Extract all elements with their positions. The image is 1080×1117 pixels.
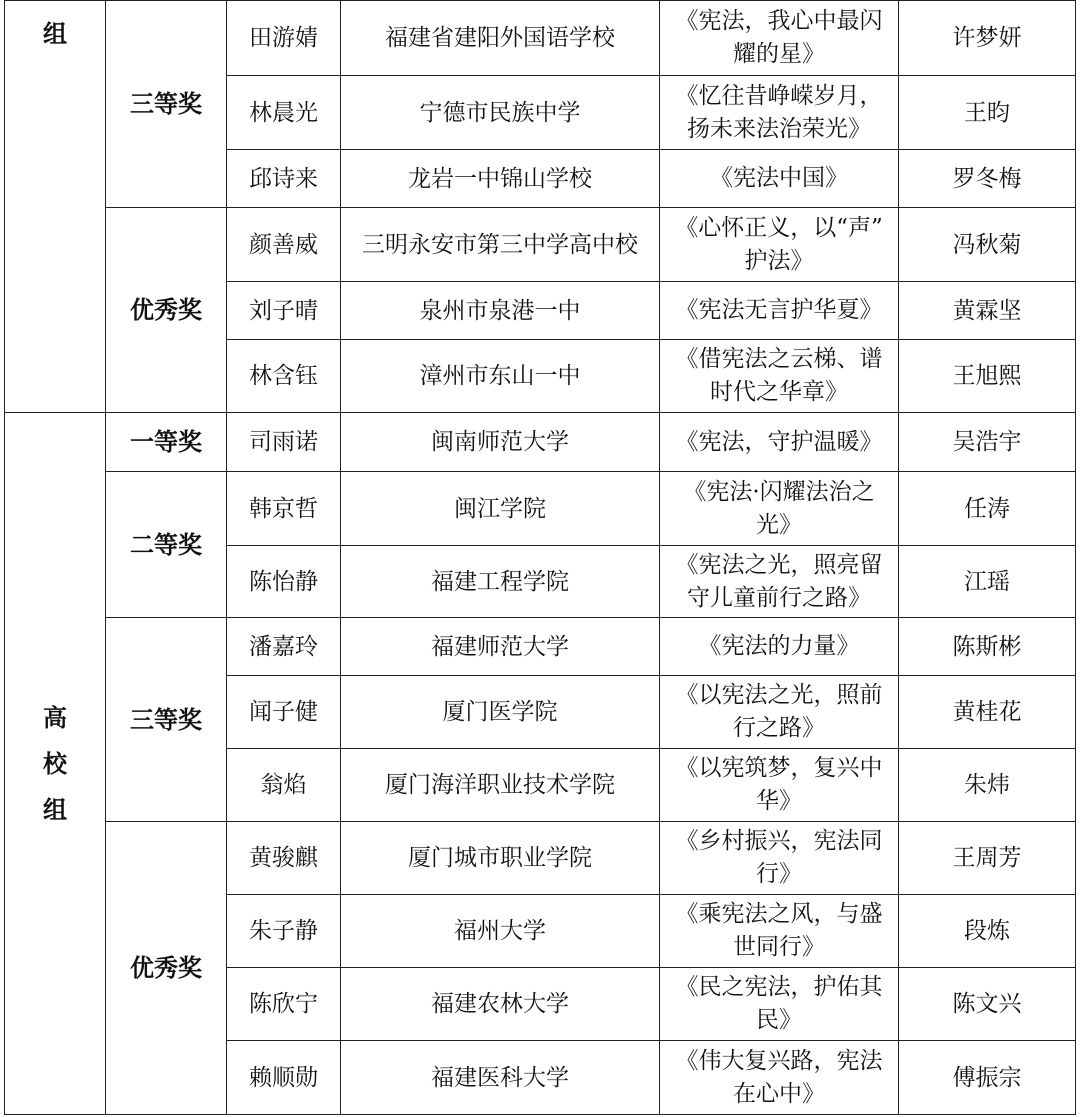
school-name: 福建省建阳外国语学校 (341, 1, 660, 76)
award-second: 二等奖 (106, 472, 227, 618)
school-name: 闽江学院 (341, 472, 660, 546)
school-name: 泉州市泉港一中 (341, 282, 660, 340)
award-third-top: 三等奖 (106, 1, 227, 208)
teacher-name: 陈文兴 (899, 968, 1076, 1041)
teacher-name: 段炼 (899, 895, 1076, 968)
student-name: 陈欣宁 (227, 968, 341, 1041)
student-name: 黄骏麒 (227, 822, 341, 895)
work-title: 《乘宪法之风，与盛 世同行》 (660, 895, 899, 968)
student-name: 陈怡静 (227, 546, 341, 618)
teacher-name: 王周芳 (899, 822, 1076, 895)
teacher-name: 朱炜 (899, 749, 1076, 822)
student-name: 翁焰 (227, 749, 341, 822)
work-title: 《宪法，守护温暖》 (660, 413, 899, 472)
student-name: 刘子晴 (227, 282, 341, 340)
student-name: 闻子健 (227, 676, 341, 749)
table-row (5, 413, 1076, 472)
school-name: 厦门城市职业学院 (341, 822, 660, 895)
school-name: 福建工程学院 (341, 546, 660, 618)
work-title: 《宪法之光，照亮留 守儿童前行之路》 (660, 546, 899, 618)
student-name: 林含钰 (227, 340, 341, 413)
student-name: 林晨光 (227, 76, 341, 150)
table-row (5, 472, 1076, 546)
teacher-name: 王昀 (899, 76, 1076, 150)
teacher-name: 任涛 (899, 472, 1076, 546)
teacher-name: 陈斯彬 (899, 618, 1076, 676)
teacher-name: 黄桂花 (899, 676, 1076, 749)
work-title: 《宪法无言护华夏》 (660, 282, 899, 340)
work-title: 《宪法中国》 (660, 150, 899, 208)
table-row (5, 1, 1076, 76)
teacher-name: 傅振宗 (899, 1041, 1076, 1115)
school-name: 福州大学 (341, 895, 660, 968)
student-name: 潘嘉玲 (227, 618, 341, 676)
table-row (5, 822, 1076, 895)
teacher-name: 吴浩宇 (899, 413, 1076, 472)
work-title: 《忆往昔峥嵘岁月， 扬未来法治荣光》 (660, 76, 899, 150)
award-excellent-top: 优秀奖 (106, 208, 227, 413)
teacher-name: 王旭熙 (899, 340, 1076, 413)
work-title: 《乡村振兴，宪法同 行》 (660, 822, 899, 895)
work-title: 《民之宪法，护佑其 民》 (660, 968, 899, 1041)
table-row (5, 618, 1076, 676)
school-name: 厦门医学院 (341, 676, 660, 749)
student-name: 赖顺勋 (227, 1041, 341, 1115)
school-name: 漳州市东山一中 (341, 340, 660, 413)
teacher-name: 江瑶 (899, 546, 1076, 618)
work-title: 《伟大复兴路，宪法 在心中》 (660, 1041, 899, 1115)
school-name: 龙岩一中锦山学校 (341, 150, 660, 208)
student-name: 颜善威 (227, 208, 341, 282)
school-name: 厦门海洋职业技术学院 (341, 749, 660, 822)
student-name: 田游婧 (227, 1, 341, 76)
table-row (5, 208, 1076, 282)
work-title: 《以宪筑梦，复兴中 华》 (660, 749, 899, 822)
teacher-name: 罗冬梅 (899, 150, 1076, 208)
school-name: 闽南师范大学 (341, 413, 660, 472)
school-name: 福建医科大学 (341, 1041, 660, 1115)
work-title: 《宪法，我心中最闪 耀的星》 (660, 1, 899, 76)
award-excellent: 优秀奖 (106, 822, 227, 1115)
award-third: 三等奖 (106, 618, 227, 822)
work-title: 《借宪法之云梯、谱 时代之华章》 (660, 340, 899, 413)
student-name: 邱诗来 (227, 150, 341, 208)
group-cell-upper: 组 (5, 1, 106, 413)
award-table (4, 0, 1076, 1115)
award-first: 一等奖 (106, 413, 227, 472)
teacher-name: 许梦妍 (899, 1, 1076, 76)
work-title: 《心怀正义，以“声” 护法》 (660, 208, 899, 282)
school-name: 宁德市民族中学 (341, 76, 660, 150)
student-name: 朱子静 (227, 895, 341, 968)
student-name: 韩京哲 (227, 472, 341, 546)
work-title: 《以宪法之光，照前 行之路》 (660, 676, 899, 749)
school-name: 福建师范大学 (341, 618, 660, 676)
group-cell-college: 高 校 组 (5, 413, 106, 1115)
student-name: 司雨诺 (227, 413, 341, 472)
school-name: 福建农林大学 (341, 968, 660, 1041)
school-name: 三明永安市第三中学高中校 (341, 208, 660, 282)
teacher-name: 冯秋菊 (899, 208, 1076, 282)
work-title: 《宪法的力量》 (660, 618, 899, 676)
work-title: 《宪法·闪耀法治之 光》 (660, 472, 899, 546)
teacher-name: 黄霖坚 (899, 282, 1076, 340)
